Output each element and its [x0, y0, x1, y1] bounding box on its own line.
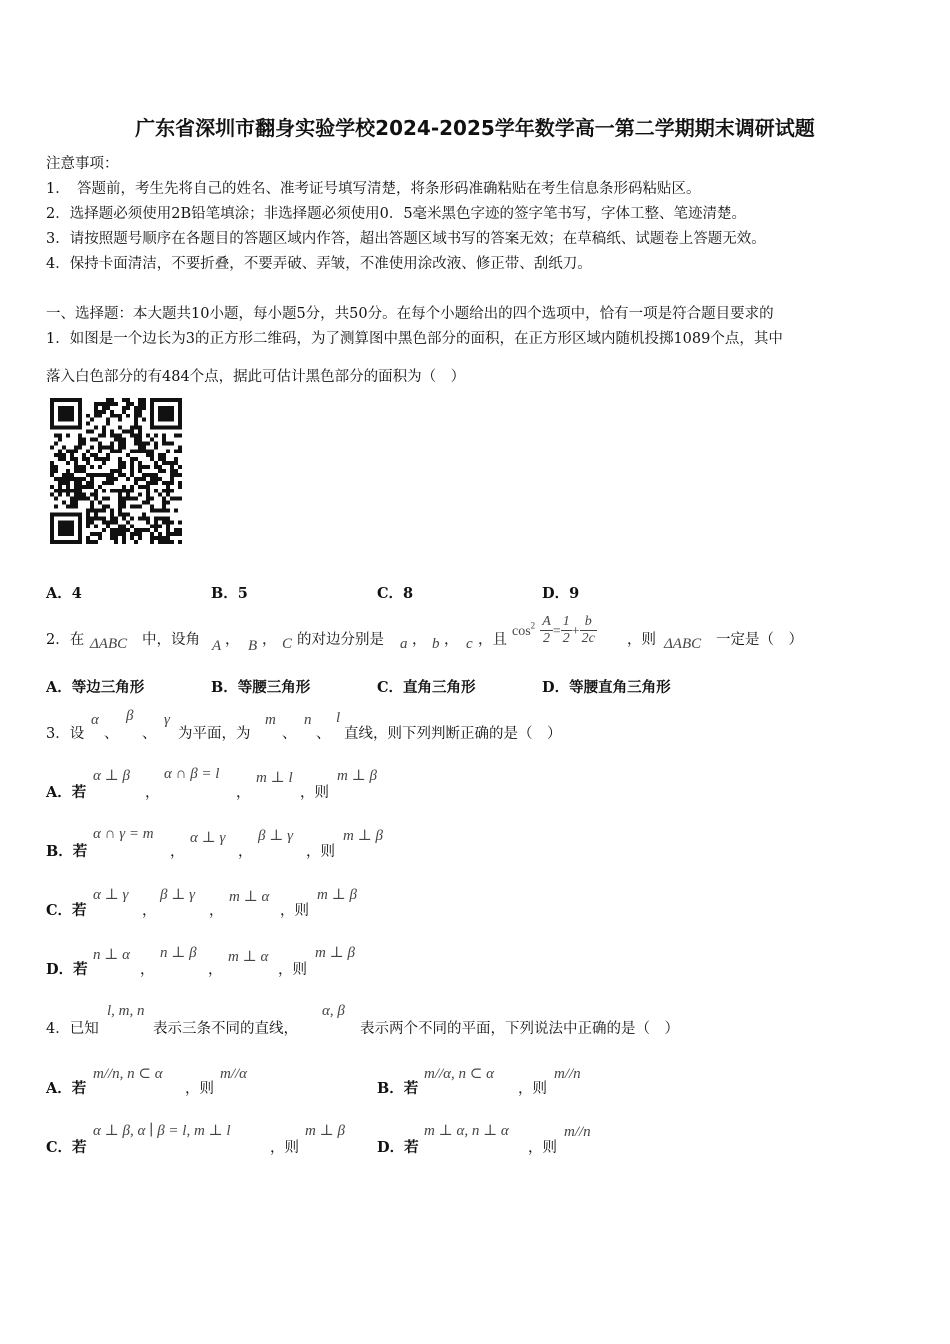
- q3-a-result: m ⊥ β: [337, 768, 377, 784]
- q2-text-1: 中，设角: [142, 632, 200, 648]
- notice-item-2: 2．选择题必须使用2B铅笔填涂；非选择题必须使用0．5毫米黑色字迹的签字笔书写，字体工整、笔迹清楚。: [46, 206, 747, 222]
- q2-comma-4: ，: [444, 632, 459, 648]
- q3-option-b-label: B．若: [46, 843, 88, 860]
- q1-stem-line2: 落入白色部分的有484个点，据此可估计黑色部分的面积为（ ）: [46, 369, 466, 385]
- q2-option-a[interactable]: A．等边三角形: [46, 679, 145, 696]
- q3-a-comma-2: ，: [236, 785, 251, 801]
- q1-stem-line1: 1．如图是一个边长为3的正方形二维码，为了测算图中黑色部分的面积，在正方形区域内随机投掷1089个点，其中: [46, 331, 783, 347]
- q2-angle-b: B: [248, 638, 258, 654]
- q3-b-result: m ⊥ β: [343, 828, 383, 844]
- q4-option-a-label: A．若: [46, 1080, 87, 1097]
- q3-c-comma-2: ，: [209, 903, 224, 919]
- q2-comma-2: ，: [262, 632, 277, 648]
- q3-c-result: m ⊥ β: [317, 887, 357, 903]
- section-heading: 一、选择题：本大题共10小题，每小题5分，共50分。在每个小题给出的四个选项中，恰有一项是符合题目要求的: [46, 306, 774, 322]
- q3-b-expr-3: β ⊥ γ: [258, 828, 293, 844]
- q4-option-c-label: C．若: [46, 1139, 87, 1156]
- q3-a-expr-2: α ∩ β = l: [164, 766, 220, 782]
- q1-option-a[interactable]: A．4: [46, 585, 82, 602]
- q3-d-expr-1: n ⊥ α: [93, 947, 130, 963]
- q3-c-expr-3: m ⊥ α: [229, 889, 270, 905]
- q3-sep-1: 、: [104, 726, 119, 742]
- q2-side-a: a: [400, 636, 408, 652]
- q3-beta: β: [126, 708, 134, 724]
- q4-option-d-label: D．若: [377, 1139, 419, 1156]
- q2-plus: +: [571, 624, 580, 639]
- q4-text-1: 表示三条不同的直线，: [153, 1021, 298, 1037]
- q2-angle-a: A: [212, 638, 222, 654]
- q2-equals: =: [552, 624, 561, 639]
- q3-d-result: m ⊥ β: [315, 945, 355, 961]
- q2-frac-a-num: A: [542, 614, 551, 629]
- notice-heading: 注意事项：: [46, 156, 119, 172]
- q3-c-expr-2: β ⊥ γ: [160, 887, 195, 903]
- q4-c-then: ，则: [270, 1140, 299, 1156]
- q3-prefix: 3．设: [46, 726, 85, 742]
- q2-angle-c: C: [282, 636, 293, 652]
- q3-d-comma-1: ，: [140, 962, 155, 978]
- q4-d-result: m//n: [564, 1124, 591, 1140]
- q4-lines: l, m, n: [107, 1003, 145, 1019]
- q4-b-condition: m//α, n ⊂ α: [424, 1066, 494, 1082]
- q3-option-d-label: D．若: [46, 961, 88, 978]
- q3-b-then: ，则: [306, 844, 335, 860]
- q4-option-b-label: B．若: [377, 1080, 419, 1097]
- q3-a-expr-1: α ⊥ β: [93, 768, 130, 784]
- q3-d-expr-2: n ⊥ β: [160, 945, 197, 961]
- q2-text-3: ，且: [478, 632, 507, 648]
- q4-c-result: m ⊥ β: [305, 1123, 345, 1139]
- q3-sep-4: 、: [316, 726, 331, 742]
- q2-frac-b-num: b: [580, 614, 597, 631]
- q2-prefix: 2．在: [46, 632, 85, 648]
- q2-side-c: c: [466, 636, 473, 652]
- q1-option-b[interactable]: B．5: [211, 585, 248, 602]
- q3-gamma: γ: [164, 712, 170, 728]
- q3-m: m: [265, 712, 276, 728]
- q3-n: n: [304, 712, 312, 728]
- q3-b-comma-1: ，: [170, 844, 185, 860]
- q2-option-d[interactable]: D．等腰直角三角形: [542, 679, 671, 696]
- q4-b-result: m//n: [554, 1066, 581, 1082]
- q2-text-4: ，则: [627, 632, 656, 648]
- q4-c-condition: α ⊥ β, α ∣ β = l, m ⊥ l: [93, 1123, 231, 1139]
- q2-frac-1-num: 1: [562, 614, 570, 629]
- q4-prefix: 4．已知: [46, 1021, 99, 1037]
- q3-b-comma-2: ，: [238, 844, 253, 860]
- notice-item-1: 1． 答题前，考生先将自己的姓名、准考证号填写清楚，将条形码准确粘贴在考生信息条形码粘贴区。: [46, 181, 701, 197]
- q3-option-a-label: A．若: [46, 784, 87, 801]
- q2-text-2: 的对边分别是: [297, 632, 384, 648]
- q1-option-d[interactable]: D．9: [542, 585, 580, 602]
- q2-triangle: ΔABC: [90, 636, 128, 652]
- q2-option-c[interactable]: C．直角三角形: [377, 679, 476, 696]
- qr-code-image: [50, 398, 182, 544]
- q4-a-result: m//α: [220, 1066, 248, 1082]
- q3-text-1: 为平面，为: [178, 726, 251, 742]
- q4-text-2: 表示两个不同的平面，下列说法中正确的是（ ）: [360, 1021, 679, 1037]
- q4-d-condition: m ⊥ α, n ⊥ α: [424, 1123, 509, 1139]
- q3-sep-2: 、: [142, 726, 157, 742]
- q2-comma-1: ，: [225, 632, 240, 648]
- q2-side-b: b: [432, 636, 440, 652]
- q2-cos: cos: [512, 624, 531, 639]
- q3-b-expr-1: α ∩ γ = m: [93, 826, 154, 842]
- q2-comma-3: ，: [412, 632, 427, 648]
- q3-c-expr-1: α ⊥ γ: [93, 887, 129, 903]
- q2-triangle-2: ΔABC: [664, 636, 702, 652]
- q3-a-comma-1: ，: [145, 785, 160, 801]
- q3-alpha: α: [91, 712, 99, 728]
- q2-formula: [512, 614, 597, 647]
- q3-text-2: 直线，则下列判断正确的是（ ）: [344, 726, 562, 742]
- q2-text-5: 一定是（ ）: [716, 632, 803, 648]
- page-title: 广东省深圳市翻身实验学校2024-2025学年数学高一第二学期期末调研试题: [135, 116, 815, 140]
- notice-item-4: 4．保持卡面清洁，不要折叠，不要弄破、弄皱，不准使用涂改液、修正带、刮纸刀。: [46, 256, 592, 272]
- q4-b-then: ，则: [518, 1081, 547, 1097]
- q3-c-comma-1: ，: [142, 903, 157, 919]
- q2-square: 2: [530, 620, 536, 631]
- q3-d-comma-2: ，: [208, 962, 223, 978]
- q3-a-then: ，则: [300, 785, 329, 801]
- q2-option-b[interactable]: B．等腰三角形: [211, 679, 311, 696]
- q4-a-then: ，则: [185, 1081, 214, 1097]
- notice-item-3: 3．请按照题号顺序在各题目的答题区域内作答，超出答题区域书写的答案无效；在草稿纸、试题卷上答题无效。: [46, 231, 766, 247]
- q3-b-expr-2: α ⊥ γ: [190, 830, 226, 846]
- q4-a-condition: m//n, n ⊂ α: [93, 1066, 163, 1082]
- q4-d-then: ，则: [528, 1140, 557, 1156]
- q2-frac-b-den: 2c: [581, 631, 595, 646]
- q3-d-then: ，则: [278, 962, 307, 978]
- q2-frac-1-den: 2: [562, 631, 570, 646]
- q4-planes: α, β: [322, 1003, 345, 1019]
- q1-option-c[interactable]: C．8: [377, 585, 414, 602]
- q3-l: l: [336, 710, 341, 726]
- q3-option-c-label: C．若: [46, 902, 87, 919]
- q3-a-expr-3: m ⊥ l: [256, 770, 293, 786]
- q3-d-expr-3: m ⊥ α: [228, 949, 269, 965]
- q3-sep-3: 、: [282, 726, 297, 742]
- q3-c-then: ，则: [280, 903, 309, 919]
- q2-frac-a-den: 2: [543, 631, 551, 646]
